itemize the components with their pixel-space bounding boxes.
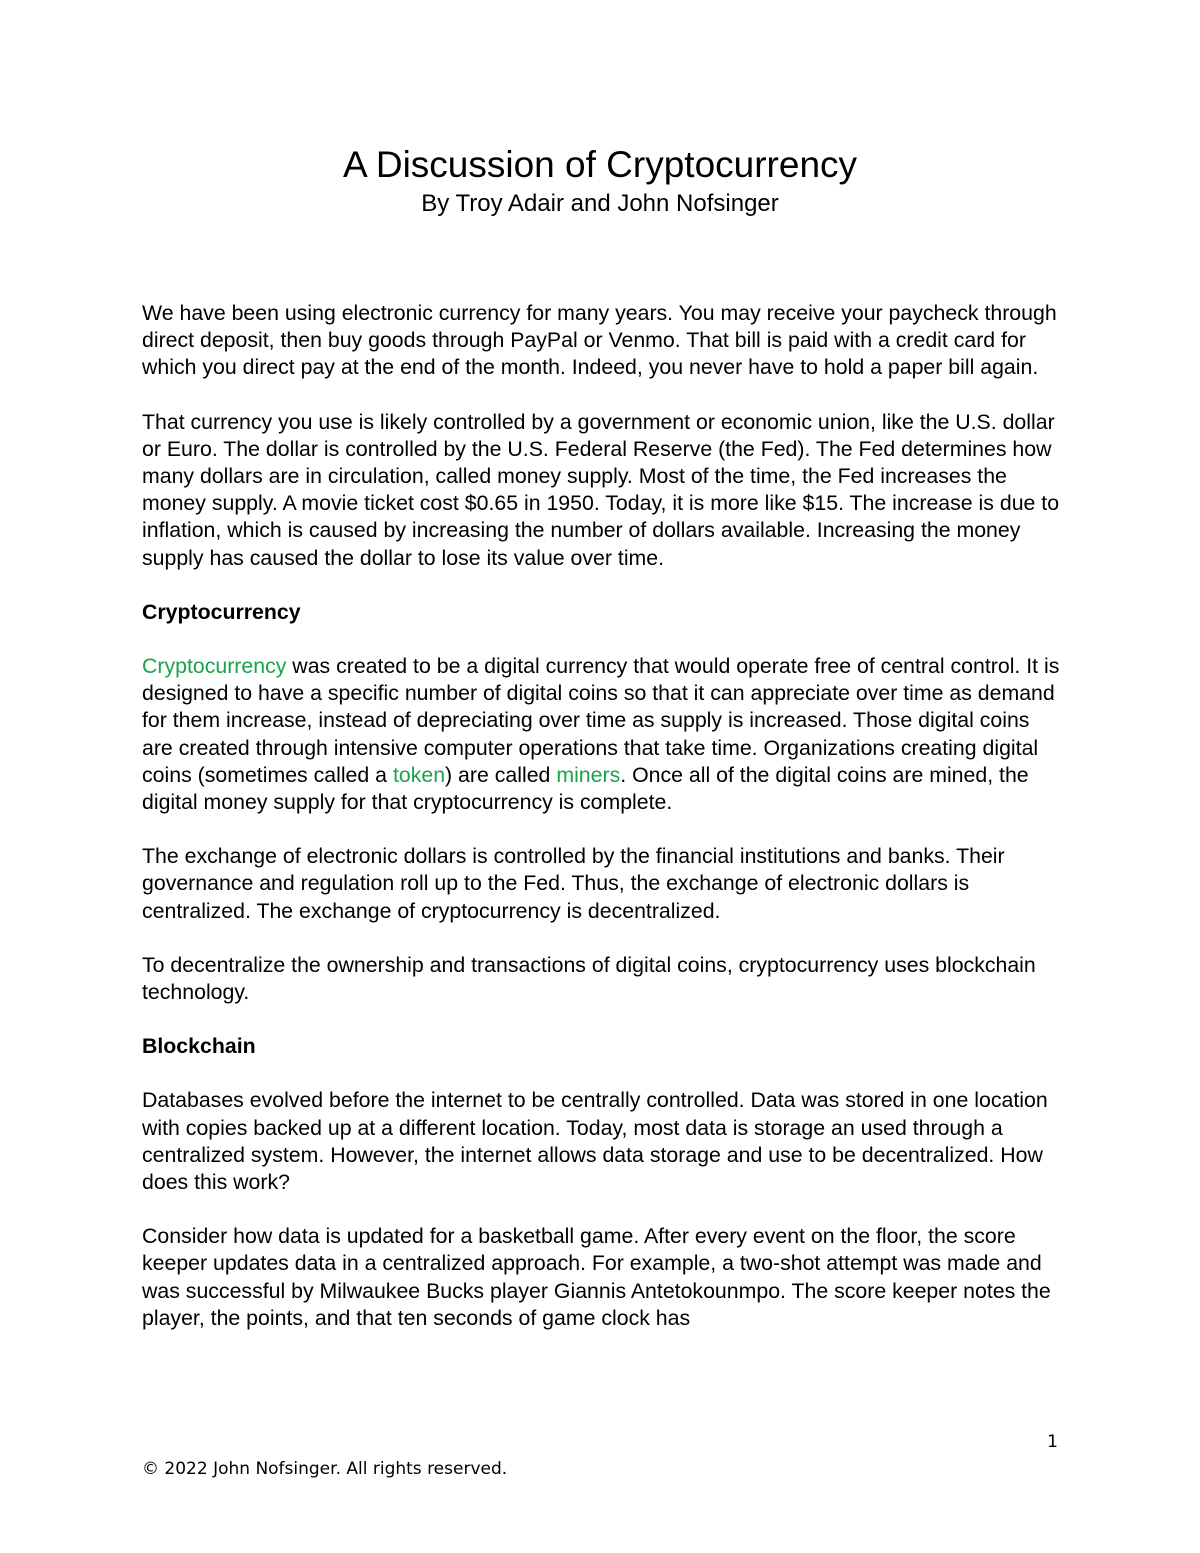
paragraph-electronic-currency: We have been using electronic currency for many years. You may receive your paycheck through direct deposit, then buy goods through PayPal or Venmo. That bill is paid with a credit card for which you direct pay at the end of the month. Indeed, you never have to hold a paper bill again.	[142, 301, 1057, 380]
document-byline: By Troy Adair and John Nofsinger	[421, 190, 779, 217]
paragraph-cryptocurrency-definition	[142, 653, 1062, 816]
term-miners: miners	[556, 762, 621, 787]
page-number: 1	[1047, 1432, 1058, 1452]
paragraph-text: . Once all of the digital coins are mined, the digital money supply for that cryptocurrency is complete.	[142, 762, 1029, 815]
section-heading-cryptocurrency: Cryptocurrency	[142, 599, 301, 624]
copyright-footer: © 2022 John Nofsinger. All rights reserved.	[142, 1459, 508, 1479]
paragraph-text: ) are called	[445, 762, 557, 787]
paragraph-text: was created to be a digital currency that would operate free of central control. It is designed to have a specific number of digital coins so that it can appreciate over time as demand for them increase, instead of depreciating over time as supply is increased. Those digital coins are created through intensive computer operations that take time. Organizations creating digital coins (sometimes called a	[142, 654, 1060, 787]
paragraph-blockchain-intro: To decentralize the ownership and transactions of digital coins, cryptocurrency uses blockchain technology.	[142, 952, 1036, 1005]
paragraph-government-currency: That currency you use is likely controlled by a government or economic union, like the U.S. dollar or Euro. The dollar is controlled by the U.S. Federal Reserve (the Fed). The Fed determines how many dollars are in circulation, called money supply. Most of the time, the Fed increases the money supply. A movie ticket cost $0.65 in 1950. Today, it is more like $15. The increase is due to inflation, which is caused by increasing the number of dollars available. Increasing the money supply has caused the dollar to lose its value over time.	[142, 409, 1060, 570]
paragraph-exchange-centralized: The exchange of electronic dollars is controlled by the financial institutions and banks. Their governance and regulation roll up to the Fed. Thus, the exchange of electronic dollars is centralized. The exchange of cryptocurrency is decentralized.	[142, 844, 1005, 923]
term-cryptocurrency: Cryptocurrency	[142, 654, 287, 679]
paragraph-basketball-example: Consider how data is updated for a basketball game. After every event on the floor, the score keeper updates data in a centralized approach. For example, a two-shot attempt was made and was successful by Milwaukee Bucks player Giannis Antetokounmpo. The score keeper notes the player, the points, and that ten seconds of game clock has	[142, 1224, 1051, 1330]
paragraph-databases: Databases evolved before the internet to be centrally controlled. Data was stored in one location with copies backed up at a different location. Today, most data is storage an used through a centralized system. However, the internet allows data storage and use to be decentralized. How does this work?	[142, 1088, 1048, 1195]
document-title: A Discussion of Cryptocurrency	[342, 144, 858, 185]
document-body	[142, 300, 1062, 1359]
term-token: token	[392, 762, 446, 787]
section-heading-blockchain: Blockchain	[142, 1034, 256, 1059]
